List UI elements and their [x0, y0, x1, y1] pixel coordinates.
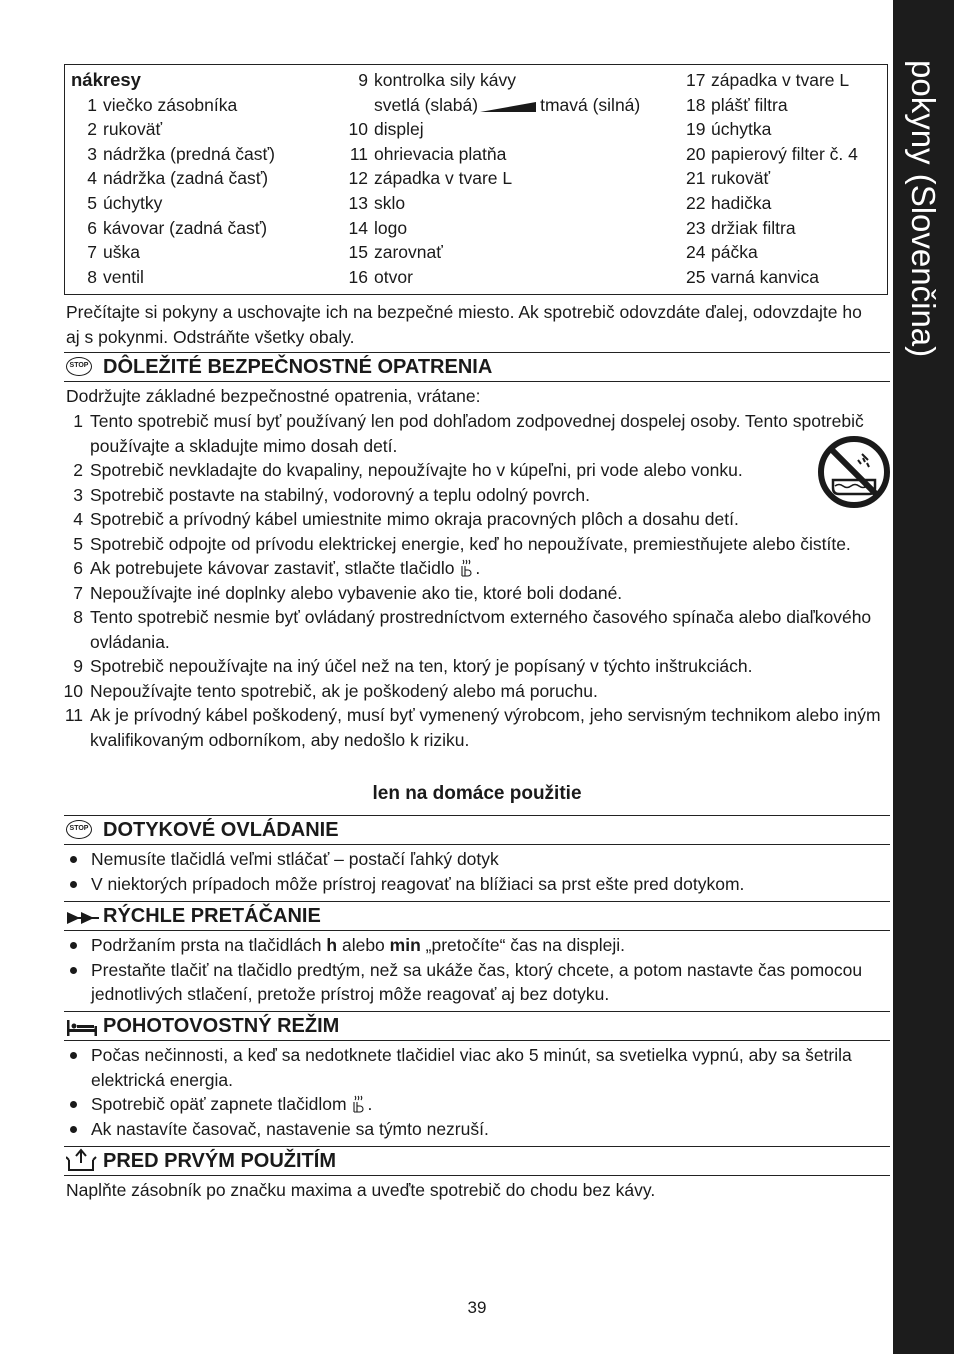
part-item: 7 uška: [87, 242, 140, 263]
language-tab-label: pokyny (Slovenčina): [905, 60, 942, 358]
bullet-icon: [70, 1052, 77, 1059]
fast-forward-icon: [66, 908, 100, 928]
first-use-text: Naplňte zásobník po značku maxima a uveďte spotrebič do chodu bez kávy.: [66, 1180, 656, 1200]
list-item: 9 Spotrebič nepoužívajte na iný účel než na ten, ktorý je popísaný v týchto inštrukciách.: [73, 656, 753, 676]
part-item: 8 ventil: [87, 266, 144, 287]
parts-column-3: [686, 68, 858, 289]
part-item: 20 papierový filter č. 4: [686, 143, 858, 164]
part-item: 14 logo: [348, 217, 408, 238]
part-item: 15 zarovnať: [348, 242, 443, 263]
home-use-note: len na domáce použitie: [372, 783, 582, 804]
no-bathroom-icon: [818, 436, 890, 508]
parts-legend: [64, 64, 888, 295]
stop-icon: STOP: [66, 820, 92, 839]
list-item: 5 Spotrebič odpojte od prívodu elektrickej energie, keď ho nepoužívate, premiestňujete alebo čistíte.: [73, 533, 851, 554]
standby-list: [68, 1043, 880, 1141]
list-item: Ak nastavíte časovač, nastavenie sa týmto nezruší.: [68, 1117, 880, 1142]
list-item: Počas nečinnosti, a keď sa nedotknete tlačidiel viac ako 5 minút, sa svetielka vypnú, aby sa šetrila elektrická energia.: [68, 1043, 880, 1092]
list-item: 8 Tento spotrebič nesmie byť ovládaný prostredníctvom externého časového spínača alebo diaľkového ovládania.: [73, 607, 872, 652]
list-item: V niektorých prípadoch môže prístroj reagovať na blížiaci sa prst ešte pred dotykom.: [68, 872, 880, 897]
bullet-icon: [70, 856, 77, 863]
touch-title: DOTYKOVÉ OVLÁDANIE: [103, 819, 339, 841]
page-number: 39: [467, 1298, 487, 1317]
parts-title: nákresy: [71, 69, 141, 90]
part-item: 18 plášť filtra: [686, 94, 788, 115]
standby-heading: [64, 1011, 890, 1041]
part-item: 9 kontrolka sily kávy: [358, 70, 516, 90]
list-item: 6 Ak potrebujete kávovar zastaviť, stlačte tlačidlo .: [73, 558, 481, 578]
touch-list: [68, 847, 880, 896]
bullet-icon: [70, 1126, 77, 1133]
safety-title: DÔLEŽITÉ BEZPEČNOSTNÉ OPATRENIA: [103, 356, 493, 378]
fast-forward-title: RÝCHLE PRETÁČANIE: [103, 905, 321, 927]
part-item: 10 displej: [348, 119, 424, 140]
list-item: 11 Ak je prívodný kábel poškodený, musí byť vymenený výrobcom, jeho servisným technikom alebo iným kvalifikovaným odborníkom, aby nedošlo k riziku.: [64, 705, 881, 750]
brew-button-icon: [459, 559, 475, 577]
list-item: 3 Spotrebič postavte na stabilný, vodorovný a teplu odolný povrch.: [73, 484, 591, 505]
list-item: Spotrebič opäť zapnete tlačidlom .: [68, 1092, 880, 1117]
part-item: 22 hadička: [686, 192, 772, 213]
list-item: 4 Spotrebič a prívodný kábel umiestnite mimo okraja pracovných plôch a dosahu detí.: [73, 509, 739, 529]
fast-forward-heading: [64, 901, 890, 931]
list-item: Nemusíte tlačidlá veľmi stláčať – postačí ľahký dotyk: [68, 847, 880, 872]
list-item: 10 Nepoužívajte tento spotrebič, ak je poškodený alebo má poruchu.: [63, 680, 598, 701]
first-use-title: PRED PRVÝM POUŽITÍM: [103, 1150, 336, 1172]
list-item: 2 Spotrebič nevkladajte do kvapaliny, nepoužívajte ho v kúpeľni, pri vode alebo vonku.: [73, 460, 743, 480]
strength-indicator-row: svetlá (slabá) tmavá (silná): [374, 94, 641, 115]
unpack-box-icon: [66, 1148, 98, 1172]
list-item: Prestaňte tlačiť na tlačidlo predtým, než sa ukáže čas, ktorý chcete, a potom nastavte čas pomocou jednotlivých stlačení, pretože prístroj môže reagovať aj bez dotyku.: [68, 958, 880, 1007]
part-item: 1 viečko zásobníka: [87, 94, 238, 115]
part-item: 23 držiak filtra: [686, 217, 796, 238]
stop-icon: STOP: [66, 357, 92, 376]
part-item: 21 rukoväť: [686, 168, 771, 189]
part-item: 25 varná kanvica: [686, 266, 819, 287]
bullet-icon: [70, 942, 77, 949]
parts-column-2: [342, 68, 640, 289]
part-item: 19 úchytka: [686, 119, 772, 140]
list-item: 1 Tento spotrebič musí byť používaný len pod dohľadom zodpovednej dospelej osoby. Tento spotrebič používajte a skladujte mimo dosah detí.: [73, 411, 864, 456]
standby-title: POHOTOVOSTNÝ REŽIM: [103, 1015, 340, 1037]
part-item: 6 kávovar (zadná časť): [87, 217, 268, 238]
list-item: 7 Nepoužívajte iné doplnky alebo vybavenie ako tie, ktoré boli dodané.: [73, 582, 623, 603]
safety-lead: Dodržujte základné bezpečnostné opatrenia, vrátane:: [66, 386, 481, 406]
part-item: 4 nádržka (zadná časť): [87, 168, 269, 189]
touch-heading: [64, 815, 890, 845]
bullet-icon: [70, 881, 77, 888]
part-item: 13 sklo: [348, 192, 406, 213]
list-item: Podržaním prsta na tlačidlách h alebo min „pretočíte“ čas na displeji.: [68, 933, 880, 958]
part-item: 12 západka v tvare L: [348, 168, 513, 189]
safety-list: [62, 409, 882, 752]
bullet-icon: [70, 967, 77, 974]
part-item: 2 rukoväť: [87, 119, 163, 140]
part-item: 11 ohrievacia platňa: [349, 143, 507, 164]
safety-heading: [64, 352, 890, 382]
brew-button-icon: [351, 1095, 367, 1113]
fast-forward-list: [68, 933, 880, 1007]
strength-ramp-icon: [480, 102, 536, 112]
bullet-icon: [70, 1101, 77, 1108]
standby-bed-icon: [66, 1014, 98, 1038]
part-item: 16 otvor: [348, 266, 413, 287]
part-item: 24 páčka: [686, 242, 758, 263]
intro-paragraph: Prečítajte si pokyny a uschovajte ich na bezpečné miesto. Ak spotrebič odovzdáte ďalej, odovzdajte ho aj s pokynmi. Odstráňte všetky obaly.: [66, 302, 862, 347]
part-item: 17 západka v tvare L: [686, 70, 850, 90]
part-item: 5 úchytky: [87, 192, 163, 213]
first-use-heading: [64, 1146, 890, 1176]
part-item: 3 nádržka (predná časť): [87, 143, 275, 164]
parts-column-1: [71, 68, 275, 289]
